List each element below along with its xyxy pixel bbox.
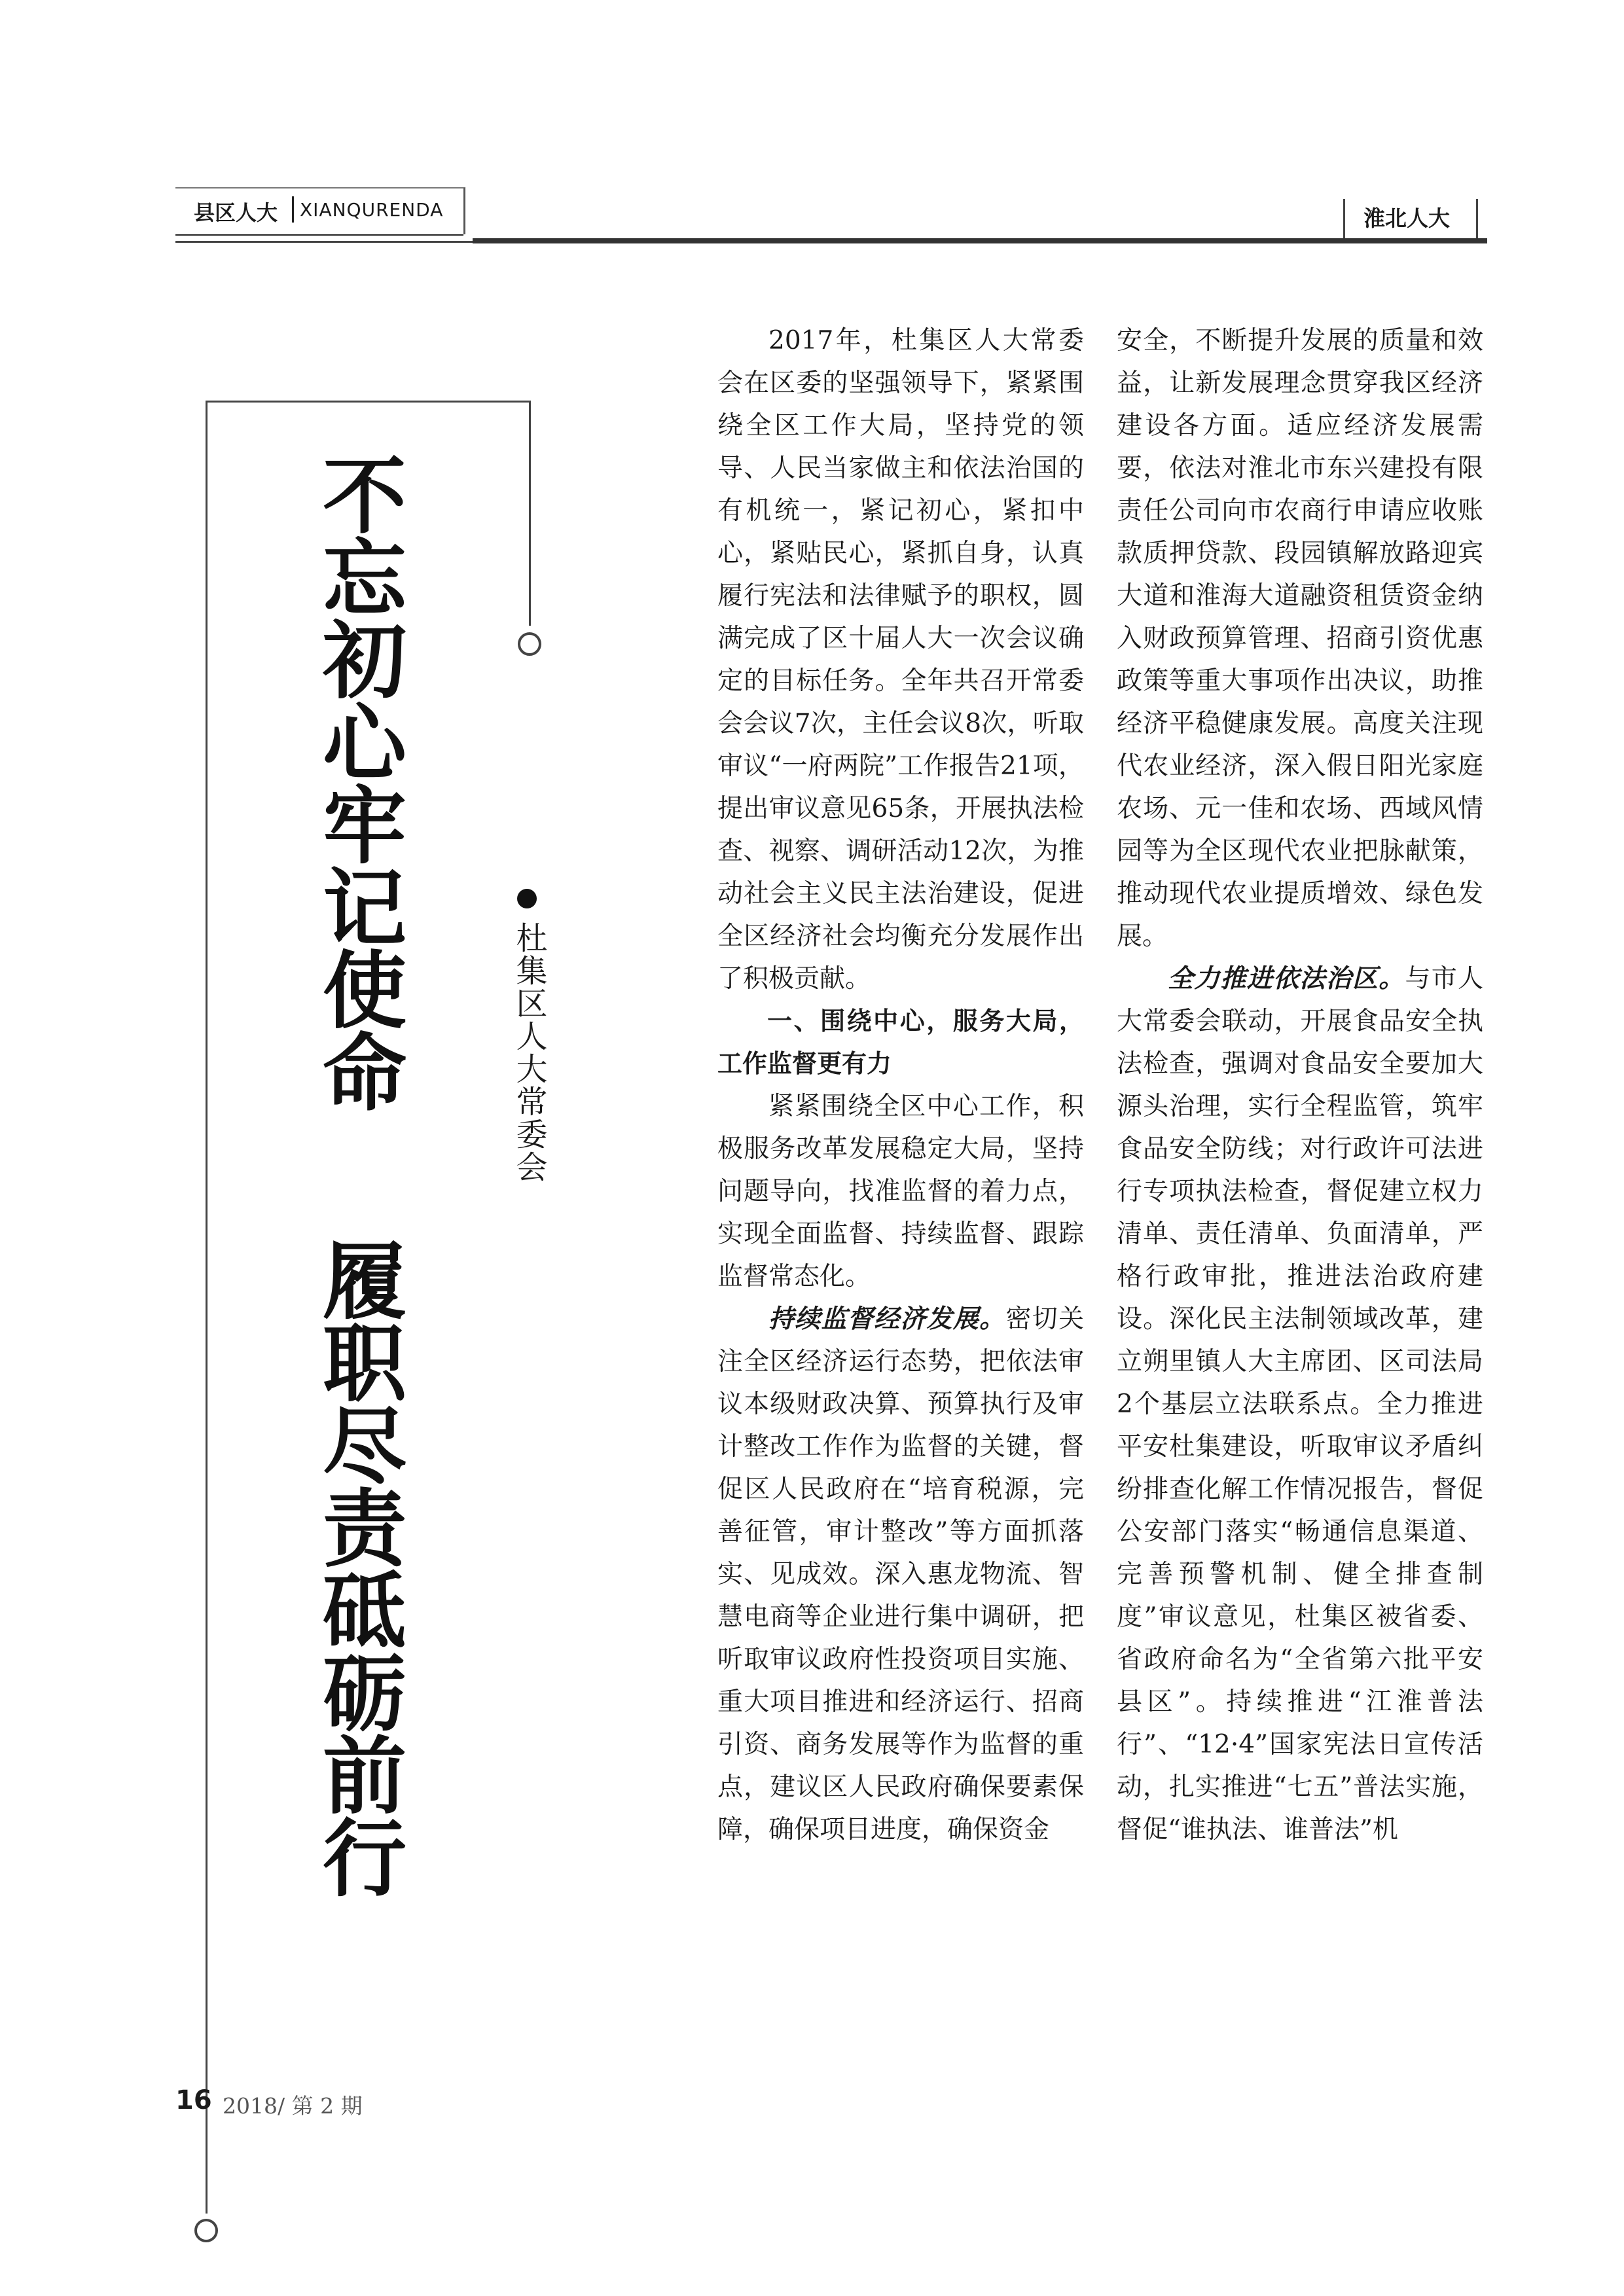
frame-ring-ornament bbox=[518, 632, 541, 656]
article-title-line-1: 不忘初心牢记使命 bbox=[308, 452, 406, 1111]
section-divider bbox=[292, 196, 294, 223]
section-intro-paragraph: 紧紧围绕全区中心工作，积极服务改革发展稳定大局，坚持问题导向，找准监督的着力点，实现全面监督、持续监督、跟踪监督常态化。 bbox=[717, 1092, 1084, 1291]
publication-name: 淮北人大 bbox=[1343, 199, 1478, 238]
rule-of-law-paragraph bbox=[1117, 958, 1483, 1851]
article-author: 杜集区人大常委会 bbox=[511, 922, 547, 1183]
intro-paragraph: 2017年，杜集区人大常委会在区委的坚强领导下，紧紧围绕全区工作大局，坚持党的领导、人民当家做主和依法治国的有机统一，紧记初心，紧扣中心，紧贴民心，紧抓自身，认真履行宪法和法律赋予的职权，圆满完成了区十届人大一次会议确定的目标任务。全年共召开常委会会议7次，主任会议8次，听取审议“一府两院”工作报告21项，提出审议意见65条，开展执法检查、视察、调研活动12次，为推动社会主义民主法治建设，促进全区经济社会均衡充分发展作出了积极贡献。 bbox=[717, 326, 1084, 994]
title-frame-right-line bbox=[529, 401, 531, 626]
header-rule-thin bbox=[175, 234, 463, 236]
section-name-en: XIANQURENDA bbox=[300, 199, 444, 221]
page-number: 16 bbox=[175, 2085, 212, 2115]
header-rule-thick bbox=[473, 238, 1487, 243]
body-column-2 bbox=[1117, 319, 1483, 1851]
paragraph-lead: 全力推进依法治区。 bbox=[1168, 963, 1405, 994]
continued-paragraph: 安全，不断提升发展的质量和效益，让新发展理念贯穿我区经济建设各方面。适应经济发展需要，依法对淮北市东兴建投有限责任公司向市农商行申请应收账款质押贷款、段园镇解放路迎宾大道和淮海大道融资租赁资金纳入财政预算管理、招商引资优惠政策等重大事项作出决议，助推经济平稳健康发展。高度关注现代农业经济，深入假日阳光家庭农场、元一佳和农场、西域风情园等为全区现代农业把脉献策，推动现代农业提质增效、绿色发展。 bbox=[1117, 326, 1483, 951]
bullet-dot-icon bbox=[517, 889, 537, 908]
paragraph-text: 密切关注全区经济运行态势，把依法审议本级财政决算、预算执行及审计整改工作作为监督的关键，督促区人民政府在“培育税源，完善征管，审计整改”等方面抓落实、见成效。深入惠龙物流、智慧电商等企业进行集中调研，把听取审议政府性投资项目实施、重大项目推进和经济运行、招商引资、商务发展等作为监督的重点，建议区人民政府确保要素保障，确保项目进度，确保资金 bbox=[717, 1304, 1084, 1844]
paragraph-text: 与市人大常委会联动，开展食品安全执法检查，强调对食品安全要加大源头治理，实行全程监管，筑牢食品安全防线；对行政许可法进行专项执法检查，督促建立权力清单、责任清单、负面清单，严格行政审批，推进法治政府建设。深化民主法制领域改革，建立朔里镇人大主席团、区司法局2个基层立法联系点。全力推进平安杜集建设，听取审议矛盾纠纷排查化解工作情况报告，督促公安部门落实“畅通信息渠道、完善预警机制、健全排查制度”审议意见，杜集区被省委、省政府命名为“全省第六批平安县区”。持续推进“江淮普法行”、“12·4”国家宪法日宣传活动，扎实推进“七五”普法实施，督促“谁执法、谁普法”机 bbox=[1117, 964, 1483, 1844]
economy-paragraph bbox=[717, 1298, 1084, 1851]
header-rule-left bbox=[175, 241, 473, 243]
title-frame-left-line bbox=[206, 401, 208, 2214]
issue-label: 2018/ 第 2 期 bbox=[223, 2093, 363, 2119]
frame-ring-ornament bbox=[194, 2219, 218, 2242]
article-title-line-2: 履职尽责砥砺前行 bbox=[308, 1237, 406, 1897]
section-heading: 一、围绕中心，服务大局，工作监督更有力 bbox=[717, 1007, 1084, 1078]
title-frame-top-line bbox=[206, 401, 530, 403]
section-name-cn: 县区人大 bbox=[194, 200, 278, 225]
paragraph-lead: 持续监督经济发展。 bbox=[768, 1304, 1006, 1334]
section-tag bbox=[175, 187, 465, 234]
body-column-1 bbox=[717, 319, 1084, 1851]
